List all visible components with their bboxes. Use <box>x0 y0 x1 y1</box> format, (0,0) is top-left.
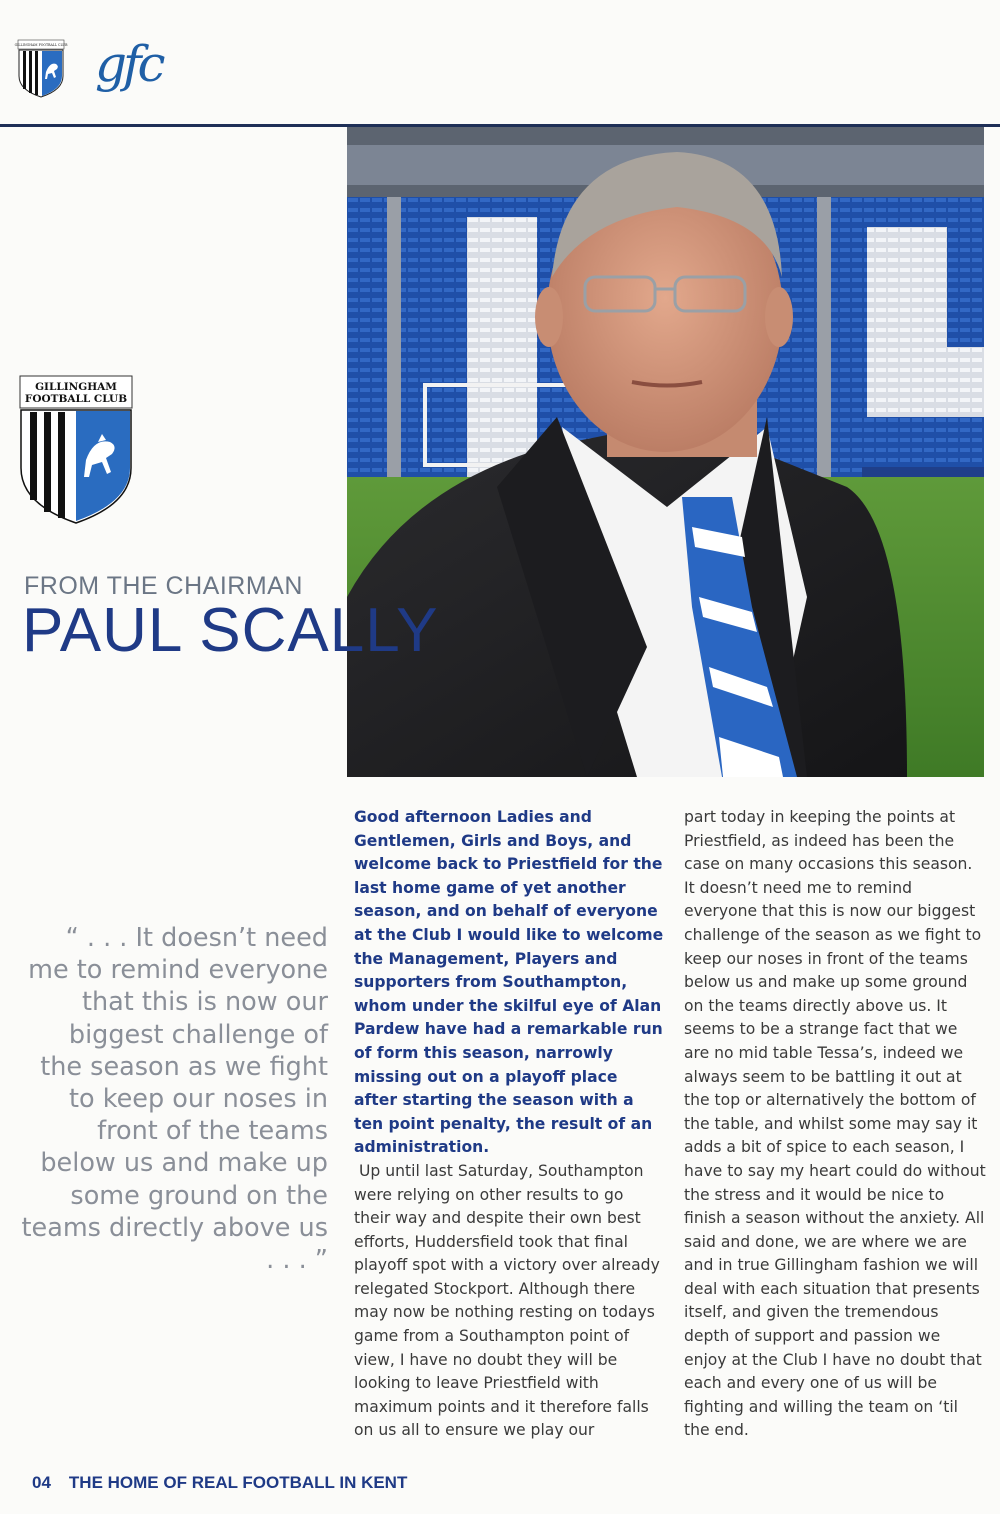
chairman-photo <box>347 127 984 777</box>
page-footer <box>32 1473 407 1493</box>
footer-tagline: THE HOME OF REAL FOOTBALL IN KENT <box>68 1473 408 1492</box>
section-kicker: FROM THE CHAIRMAN <box>24 572 303 600</box>
page-number: 04 <box>32 1473 51 1492</box>
article-body-1: Up until last Saturday, Southampton were relying on other results to go their way and despite their own best efforts, Huddersfield took that final playoff spot with a victory over already relegated Stockport. Although there may now be nothing resting on todays game from a Southampton point of view, I have no doubt they will be looking to leave Priestfield with maximum points and it therefore falls on us all to ensure we play our <box>354 1161 660 1440</box>
article-lead: Good afternoon Ladies and Gentlemen, Girls and Boys, and welcome back to Priestfield for the last home game of yet another season, and on behalf of everyone at the Club I would like to welcome the Management, Players and supporters from Southampton, whom under the skilful eye of Alan Pardew have had a remarkable run of form this season, narrowly missing out on a playoff place after starting the season with a ten point penalty, the result of an administration. <box>354 808 664 1157</box>
article-column-1 <box>354 806 664 1443</box>
club-crest-icon <box>20 376 132 524</box>
small-crest-text: GILLINGHAM FOOTBALL CLUB <box>14 43 68 47</box>
crest-line2: FOOTBALL CLUB <box>24 393 128 405</box>
crest-line1: GILLINGHAM <box>35 381 117 393</box>
pull-quote: “ . . . It doesn’t need me to remind everyone that this is now our biggest challenge of the season as we fight to keep our noses in front of the teams below us and make up some ground on the teams directly above us . . . ” <box>21 923 328 1276</box>
club-badge-small-icon <box>14 40 68 98</box>
gfc-monogram-logo: gfc <box>95 35 162 93</box>
article-column-2: part today in keeping the points at Priestfield, as indeed has been the case on many occasions this season. It doesn’t need me to remind everyone that this is now our biggest challenge of the season as we fight to keep our noses in front of the teams below us and make up some ground on the teams directly above us. It seems to be a strange fact that we are no mid table Tessa’s, indeed we always seem to be battling it out at the top or alternatively the bottom of the table, and whilst some may say it adds a bit of spice to each season, I have to say my heart could do without the stress and it would be nice to finish a season without the anxiety. All said and done, we are where we are and in true Gillingham fashion we will deal with each situation that presents itself, and given the tremendous depth of support and passion we enjoy at the Club I have no doubt that each and every one of us will be fighting and willing the team on ‘til the end. <box>684 808 986 1440</box>
article-title: PAUL SCALLY <box>22 596 439 665</box>
